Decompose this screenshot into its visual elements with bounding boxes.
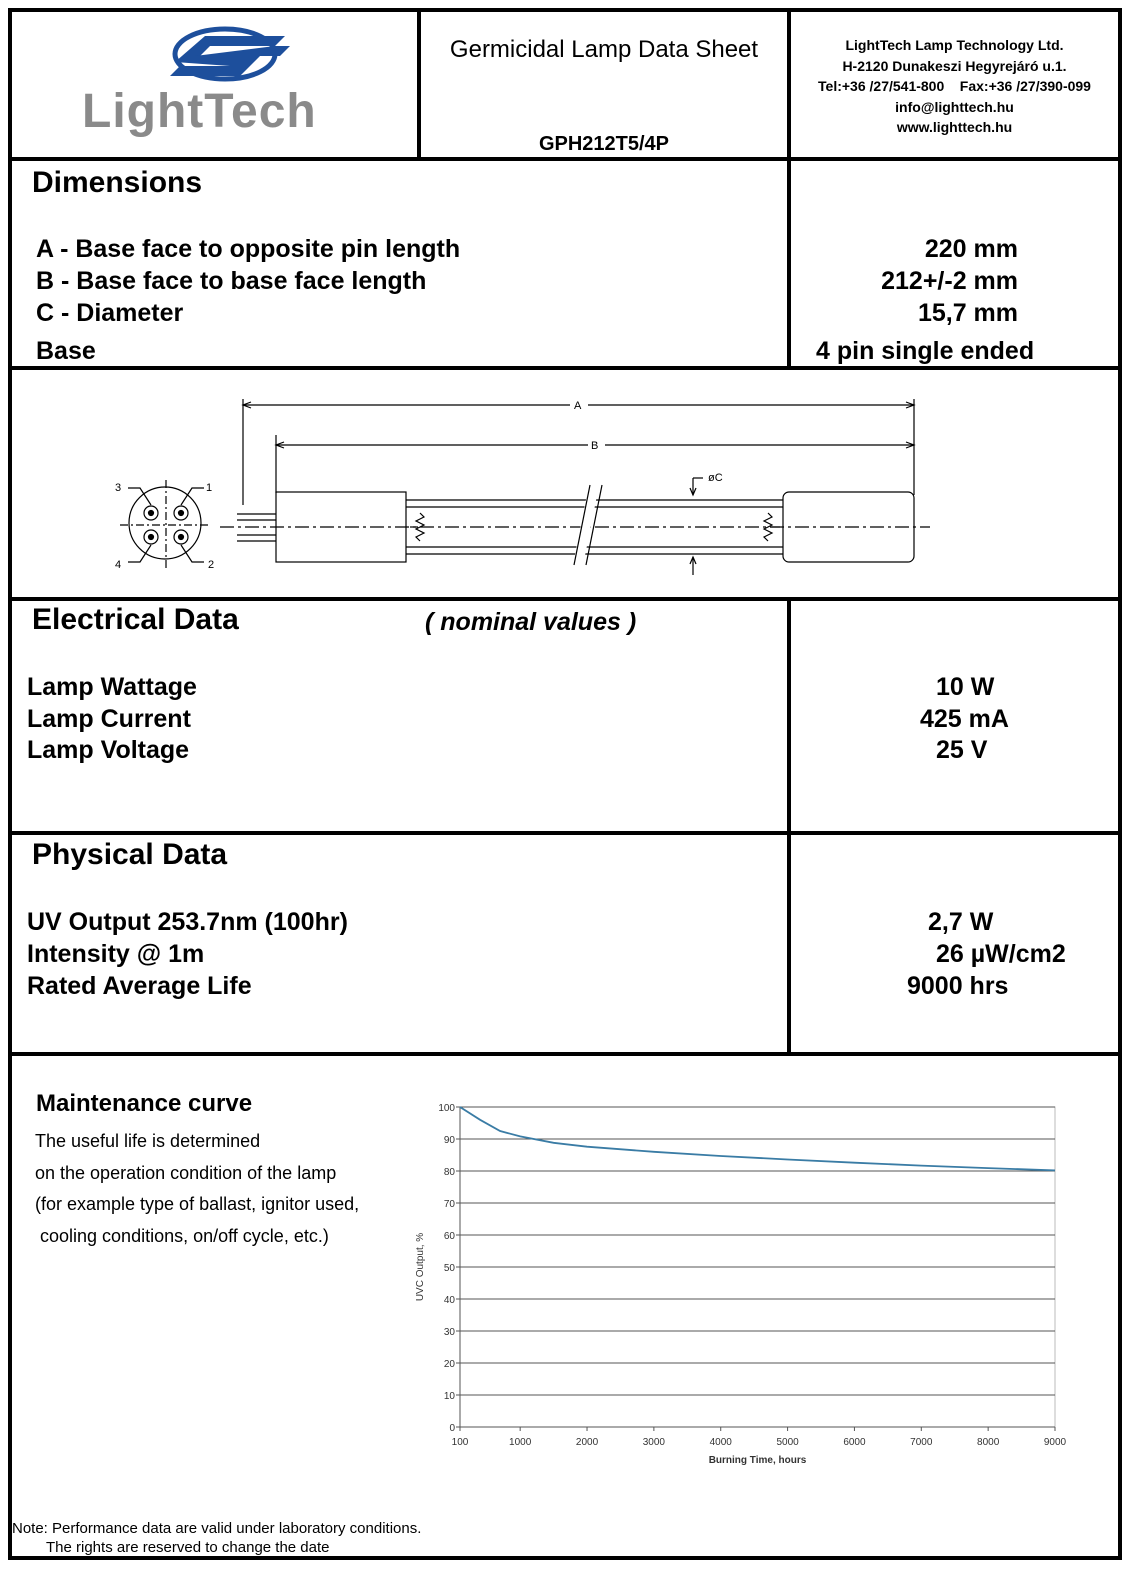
y-tick-label: 0 [449, 1423, 455, 1434]
dimensions-bottom-rule [8, 366, 1122, 370]
company-address: H-2120 Dunakeszi Hegyrejáró u.1. [842, 57, 1067, 74]
electrical-value-current: 425 mA [920, 705, 1009, 733]
maintenance-chart [405, 1092, 1085, 1482]
drawing-bottom-rule [8, 597, 1122, 601]
dimension-c-label: øC [708, 472, 723, 484]
y-tick-label: 50 [443, 1263, 455, 1274]
chart-svg [405, 1092, 1085, 1482]
company-phone-fax: Tel:+36 /27/541-800 Fax:+36 /27/390-099 [818, 78, 1091, 94]
y-tick-label: 70 [443, 1199, 455, 1210]
physical-value-uv-output: 2,7 W [928, 908, 994, 936]
physical-title: Physical Data [32, 838, 228, 871]
electrical-label-current: Lamp Current [27, 705, 191, 733]
header-bottom-rule [8, 157, 1122, 161]
physical-value-intensity: 26 µW/cm2 [936, 940, 1066, 968]
dimension-b-label: B [591, 440, 599, 452]
electrical-title: Electrical Data [32, 603, 239, 636]
maintenance-title: Maintenance curve [36, 1090, 253, 1117]
footer-note-2: The rights are reserved to change the date [46, 1539, 330, 1556]
dimension-label-c: C - Diameter [36, 299, 184, 327]
pin-label-2: 2 [208, 559, 215, 571]
electrical-label-wattage: Lamp Wattage [27, 673, 197, 701]
model-number: GPH212T5/4P [538, 133, 670, 155]
lamp-drawing [100, 385, 950, 585]
dimension-value-base: 4 pin single ended [816, 337, 1035, 365]
x-tick-label: 9000 [1043, 1437, 1067, 1448]
y-tick-label: 100 [438, 1103, 455, 1114]
y-axis-title: UVC Output, % [415, 1232, 426, 1302]
company-email: info@lighttech.hu [895, 98, 1014, 115]
y-tick-label: 60 [443, 1231, 455, 1242]
y-tick-label: 10 [443, 1391, 455, 1402]
company-name: LightTech Lamp Technology Ltd. [845, 37, 1064, 53]
x-tick-label: 8000 [977, 1437, 1000, 1448]
physical-value-life: 9000 hrs [907, 972, 1009, 1000]
electrical-note: ( nominal values ) [425, 608, 637, 636]
dimensions-divider [787, 157, 791, 369]
doc-title: Germicidal Lamp Data Sheet [449, 36, 759, 63]
pin-label-1: 1 [206, 482, 213, 494]
x-tick-label: 7000 [910, 1437, 933, 1448]
dimension-value-a: 220 mm [924, 235, 1018, 263]
maintenance-line-2: on the operation condition of the lamp [35, 1162, 337, 1183]
company-web: www.lighttech.hu [896, 119, 1013, 135]
company-info [791, 35, 1118, 138]
maintenance-line-4: cooling conditions, on/off cycle, etc.) [35, 1225, 329, 1246]
electrical-label-voltage: Lamp Voltage [27, 736, 190, 764]
y-tick-label: 80 [443, 1167, 455, 1178]
maintenance-line-1: The useful life is determined [35, 1131, 261, 1151]
y-tick-label: 20 [443, 1359, 455, 1370]
maintenance-line-3: (for example type of ballast, ignitor used, [35, 1194, 360, 1214]
pin-label-4: 4 [115, 559, 122, 571]
footer-note-1: Note: Performance data are valid under laboratory conditions. [12, 1520, 422, 1537]
electrical-divider [787, 597, 791, 835]
pin-label-3: 3 [115, 482, 122, 494]
y-tick-label: 30 [443, 1327, 455, 1338]
x-tick-label: 2000 [575, 1437, 599, 1448]
dimension-value-c: 15,7 mm [917, 299, 1018, 327]
physical-label-life: Rated Average Life [27, 972, 252, 1000]
physical-label-intensity: Intensity @ 1m [27, 940, 205, 968]
maintenance-text [35, 1126, 359, 1252]
logo-wordmark: LightTech [82, 85, 317, 138]
physical-bottom-rule [8, 1052, 1122, 1056]
x-tick-label: 1000 [509, 1437, 532, 1448]
y-tick-label: 90 [443, 1135, 455, 1146]
x-tick-label: 100 [451, 1437, 469, 1448]
dimensions-title: Dimensions [32, 166, 203, 199]
y-tick-label: 40 [443, 1295, 455, 1306]
dimension-a-label: A [574, 400, 582, 412]
physical-divider [787, 831, 791, 1055]
pin-end-view [120, 480, 213, 570]
dimension-label-base: Base [36, 337, 96, 365]
x-tick-label: 6000 [843, 1437, 866, 1448]
x-axis-title: Burning Time, hours [708, 1455, 807, 1466]
dimension-label-a: A - Base face to opposite pin length [36, 235, 461, 263]
physical-label-uv-output: UV Output 253.7nm (100hr) [27, 908, 348, 936]
electrical-value-voltage: 25 V [936, 736, 988, 764]
dimension-label-b: B - Base face to base face length [36, 267, 427, 295]
dimension-value-b: 212+/-2 mm [881, 267, 1018, 295]
x-tick-label: 5000 [776, 1437, 799, 1448]
x-tick-label: 4000 [709, 1437, 732, 1448]
electrical-value-wattage: 10 W [936, 673, 995, 701]
lamp-side-view [220, 399, 930, 575]
x-tick-label: 3000 [642, 1437, 666, 1448]
electrical-bottom-rule [8, 831, 1122, 835]
